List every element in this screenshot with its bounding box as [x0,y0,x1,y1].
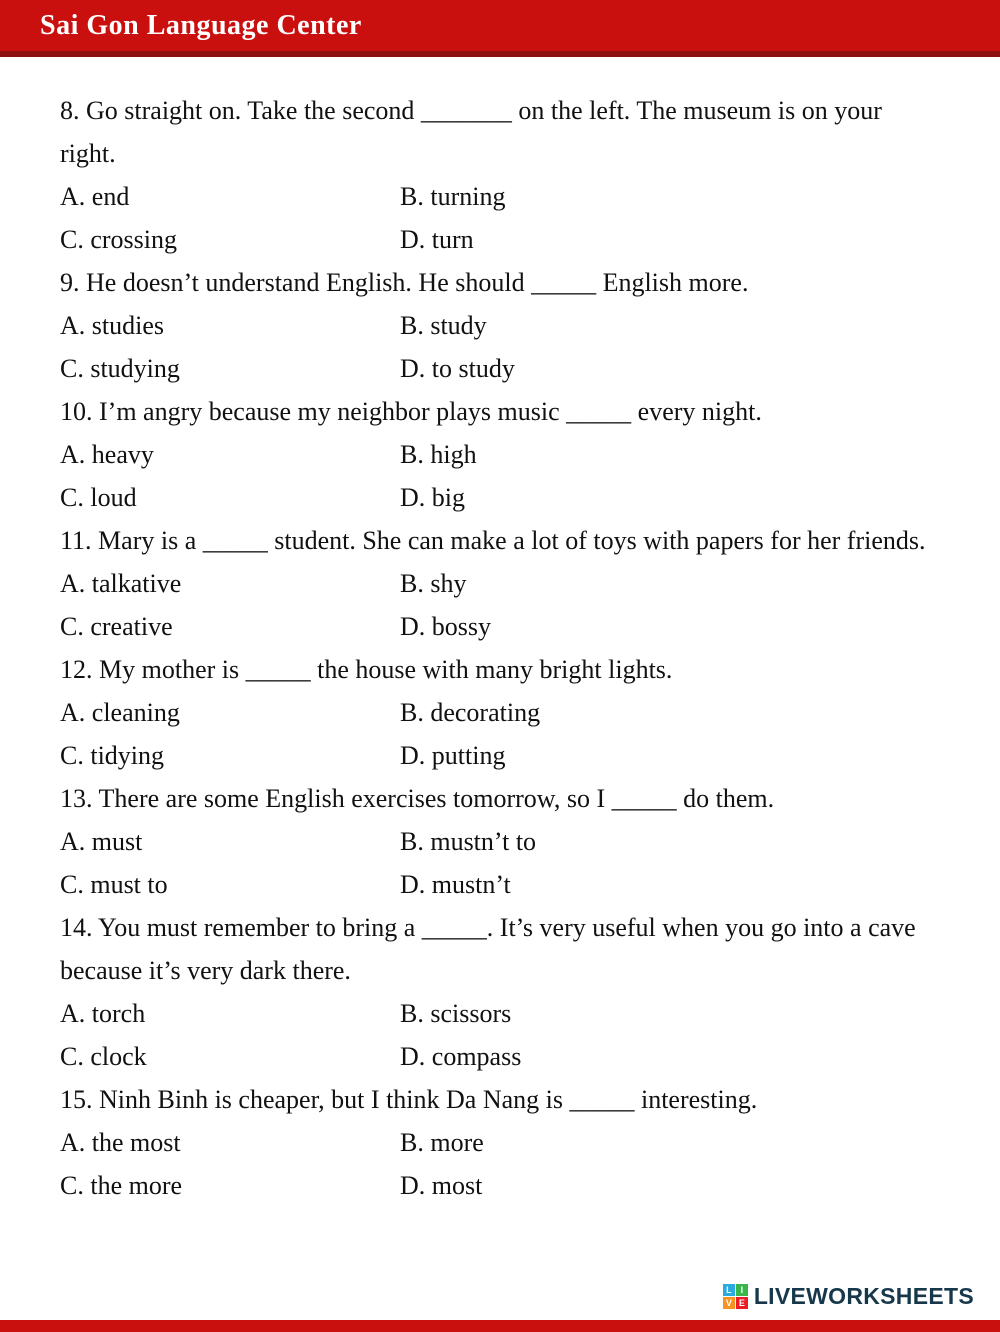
option-c[interactable]: C. creative [60,612,173,641]
option-c[interactable]: C. studying [60,354,180,383]
option-a[interactable]: A. torch [60,999,146,1028]
options-grid [60,1121,938,1207]
option-b[interactable]: B. scissors [400,999,512,1028]
option-a[interactable]: A. heavy [60,440,154,469]
option-c[interactable]: C. the more [60,1171,183,1200]
options-grid [60,433,938,519]
worksheet-body [0,57,1000,1207]
question-text: 10. I’m angry because my neighbor plays music _____ every night. [60,397,762,426]
liveworksheets-icon [723,1284,748,1309]
option-a[interactable]: A. must [60,827,143,856]
option-d[interactable]: D. compass [400,1042,522,1071]
option-a[interactable]: A. talkative [60,569,182,598]
logo-square-i: I [736,1284,748,1296]
option-d[interactable]: D. big [400,483,465,512]
option-d[interactable]: D. most [400,1171,483,1200]
logo-square-v: V [723,1297,735,1309]
options-grid [60,175,938,261]
options-grid [60,691,938,777]
option-c[interactable]: C. loud [60,483,137,512]
question-text: 13. There are some English exercises tomorrow, so I _____ do them. [60,784,775,813]
option-b[interactable]: B. decorating [400,698,541,727]
page-title: Sai Gon Language Center [40,9,362,41]
header-bar [0,0,1000,57]
option-c[interactable]: C. crossing [60,225,177,254]
option-d[interactable]: D. putting [400,741,506,770]
options-grid [60,820,938,906]
question-12 [60,648,938,777]
option-a[interactable]: A. studies [60,311,164,340]
option-d[interactable]: D. bossy [400,612,492,641]
option-b[interactable]: B. mustn’t to [400,827,537,856]
options-grid [60,992,938,1078]
question-text: 14. You must remember to bring a _____. It’s very useful when you go into a cave because it’s very dark there. [60,913,916,985]
option-b[interactable]: B. turning [400,182,506,211]
option-c[interactable]: C. must to [60,870,168,899]
option-b[interactable]: B. high [400,440,477,469]
question-text: 9. He doesn’t understand English. He should _____ English more. [60,268,749,297]
option-d[interactable]: D. turn [400,225,474,254]
question-text: 15. Ninh Binh is cheaper, but I think Da Nang is _____ interesting. [60,1085,758,1114]
question-10 [60,390,938,519]
options-grid [60,562,938,648]
options-grid [60,304,938,390]
option-d[interactable]: D. to study [400,354,515,383]
question-14 [60,906,938,1078]
bottom-red-bar [0,1320,1000,1332]
liveworksheets-wordmark: LIVEWORKSHEETS [753,1283,974,1309]
question-13 [60,777,938,906]
option-b[interactable]: B. more [400,1128,484,1157]
logo-square-e: E [736,1297,748,1309]
option-b[interactable]: B. study [400,311,487,340]
question-9 [60,261,938,390]
question-text: 11. Mary is a _____ student. She can make a lot of toys with papers for her friends. [60,526,926,555]
question-8 [60,89,938,261]
question-15 [60,1078,938,1207]
option-a[interactable]: A. end [60,182,130,211]
question-11 [60,519,938,648]
option-a[interactable]: A. cleaning [60,698,180,727]
logo-square-l: L [723,1284,735,1296]
option-c[interactable]: C. tidying [60,741,165,770]
option-b[interactable]: B. shy [400,569,467,598]
option-a[interactable]: A. the most [60,1128,181,1157]
option-d[interactable]: D. mustn’t [400,870,511,899]
question-text: 12. My mother is _____ the house with many bright lights. [60,655,673,684]
option-c[interactable]: C. clock [60,1042,147,1071]
liveworksheets-brand[interactable] [723,1283,974,1310]
question-text: 8. Go straight on. Take the second _______ on the left. The museum is on your right. [60,96,882,168]
